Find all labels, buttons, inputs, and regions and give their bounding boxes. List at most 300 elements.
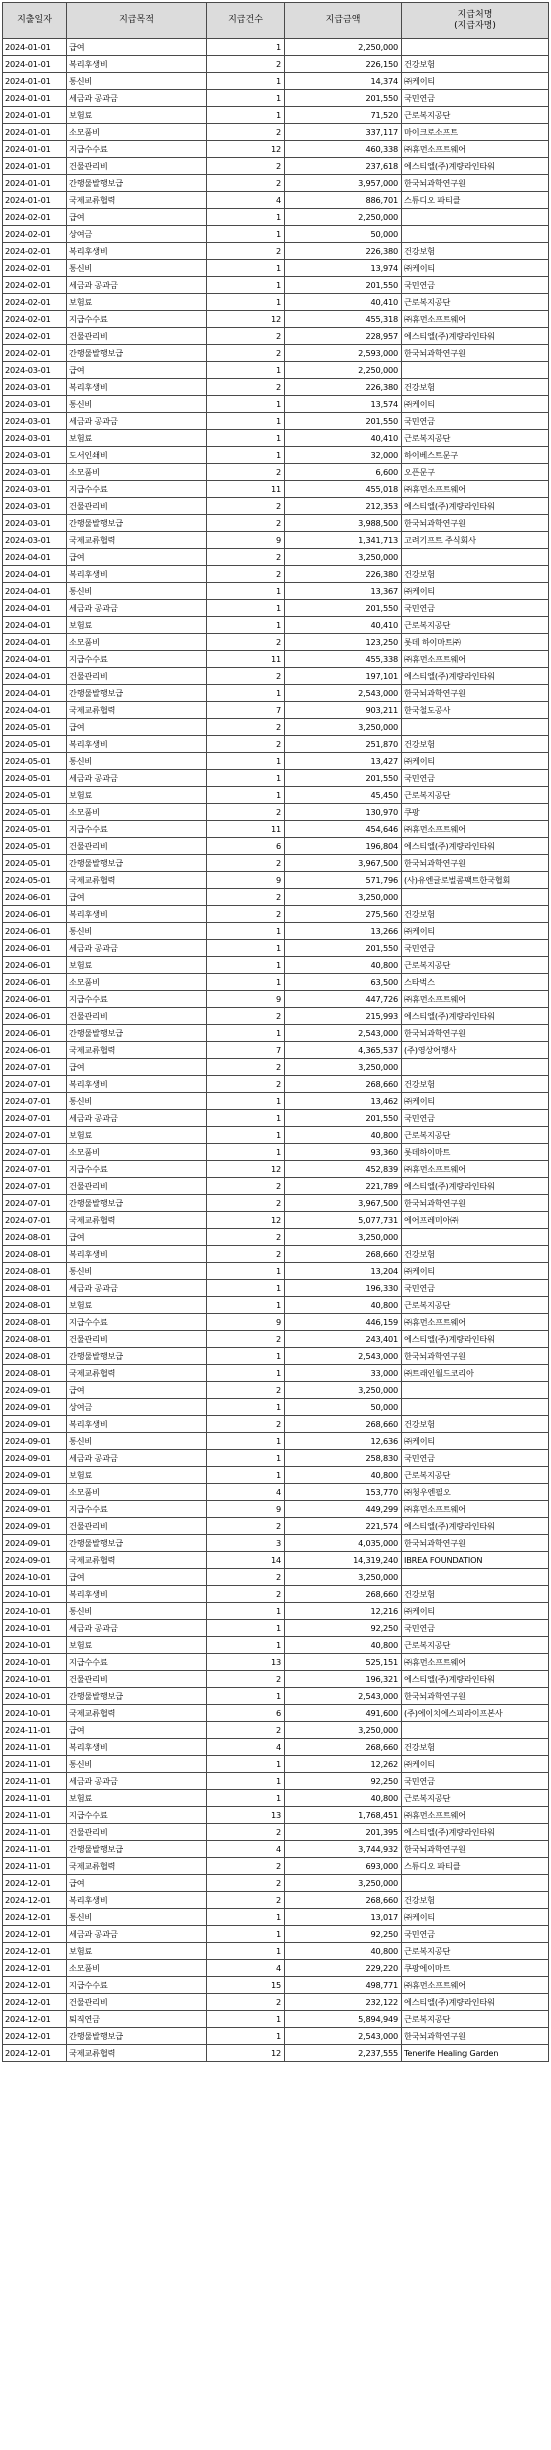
count-cell: 1 bbox=[207, 583, 285, 600]
header-count: 지급건수 bbox=[207, 3, 285, 39]
table-row bbox=[3, 1144, 549, 1161]
purpose-cell: 통신비 bbox=[67, 1756, 207, 1773]
amount-cell: 40,800 bbox=[285, 1467, 402, 1484]
amount-cell: 14,374 bbox=[285, 73, 402, 90]
table-row bbox=[3, 753, 549, 770]
amount-cell: 4,035,000 bbox=[285, 1535, 402, 1552]
count-cell: 11 bbox=[207, 651, 285, 668]
payee-cell: ㈜휴먼소프트웨어 bbox=[402, 651, 549, 668]
table-row bbox=[3, 855, 549, 872]
payee-cell: 한국뇌과학연구원 bbox=[402, 1025, 549, 1042]
date-cell: 2024-03-01 bbox=[3, 498, 67, 515]
date-cell: 2024-12-01 bbox=[3, 1892, 67, 1909]
table-row bbox=[3, 1501, 549, 1518]
table-row bbox=[3, 1994, 549, 2011]
purpose-cell: 국제교류협력 bbox=[67, 1705, 207, 1722]
payee-cell: ㈜휴먼소프트웨어 bbox=[402, 1314, 549, 1331]
amount-cell: 2,543,000 bbox=[285, 2028, 402, 2045]
date-cell: 2024-07-01 bbox=[3, 1178, 67, 1195]
header-purpose: 지급목적 bbox=[67, 3, 207, 39]
amount-cell: 12,636 bbox=[285, 1433, 402, 1450]
purpose-cell: 통신비 bbox=[67, 1093, 207, 1110]
count-cell: 2 bbox=[207, 1416, 285, 1433]
date-cell: 2024-04-01 bbox=[3, 583, 67, 600]
amount-cell: 40,800 bbox=[285, 957, 402, 974]
count-cell: 1 bbox=[207, 1756, 285, 1773]
count-cell: 1 bbox=[207, 260, 285, 277]
payee-cell: 국민연금 bbox=[402, 413, 549, 430]
count-cell: 1 bbox=[207, 1110, 285, 1127]
amount-cell: 212,353 bbox=[285, 498, 402, 515]
table-row bbox=[3, 1858, 549, 1875]
purpose-cell: 급여 bbox=[67, 1229, 207, 1246]
table-row bbox=[3, 56, 549, 73]
date-cell: 2024-12-01 bbox=[3, 2045, 67, 2062]
table-row bbox=[3, 1416, 549, 1433]
amount-cell: 3,967,500 bbox=[285, 1195, 402, 1212]
date-cell: 2024-05-01 bbox=[3, 804, 67, 821]
count-cell: 1 bbox=[207, 770, 285, 787]
payee-cell: 한국뇌과학연구원 bbox=[402, 1688, 549, 1705]
date-cell: 2024-09-01 bbox=[3, 1416, 67, 1433]
count-cell: 3 bbox=[207, 1535, 285, 1552]
count-cell: 4 bbox=[207, 1484, 285, 1501]
purpose-cell: 국제교류협력 bbox=[67, 1858, 207, 1875]
count-cell: 4 bbox=[207, 1841, 285, 1858]
count-cell: 1 bbox=[207, 787, 285, 804]
count-cell: 1 bbox=[207, 430, 285, 447]
purpose-cell: 보험료 bbox=[67, 1637, 207, 1654]
purpose-cell: 국제교류협력 bbox=[67, 532, 207, 549]
table-row bbox=[3, 668, 549, 685]
table-row bbox=[3, 498, 549, 515]
table-row bbox=[3, 651, 549, 668]
date-cell: 2024-02-01 bbox=[3, 311, 67, 328]
table-row bbox=[3, 158, 549, 175]
date-cell: 2024-11-01 bbox=[3, 1807, 67, 1824]
payee-cell: 건강보험 bbox=[402, 1739, 549, 1756]
table-row bbox=[3, 175, 549, 192]
count-cell: 1 bbox=[207, 1926, 285, 1943]
count-cell: 1 bbox=[207, 90, 285, 107]
purpose-cell: 보험료 bbox=[67, 1127, 207, 1144]
table-row bbox=[3, 209, 549, 226]
purpose-cell: 국제교류협력 bbox=[67, 1552, 207, 1569]
count-cell: 4 bbox=[207, 1739, 285, 1756]
amount-cell: 40,410 bbox=[285, 294, 402, 311]
purpose-cell: 보험료 bbox=[67, 617, 207, 634]
date-cell: 2024-11-01 bbox=[3, 1841, 67, 1858]
amount-cell: 201,550 bbox=[285, 277, 402, 294]
count-cell: 2 bbox=[207, 1382, 285, 1399]
date-cell: 2024-03-01 bbox=[3, 532, 67, 549]
table-row bbox=[3, 872, 549, 889]
purpose-cell: 급여 bbox=[67, 1722, 207, 1739]
purpose-cell: 통신비 bbox=[67, 753, 207, 770]
table-row bbox=[3, 1654, 549, 1671]
table-row bbox=[3, 1484, 549, 1501]
table-row bbox=[3, 1195, 549, 1212]
table-row bbox=[3, 1093, 549, 1110]
purpose-cell: 건물관리비 bbox=[67, 1824, 207, 1841]
count-cell: 1 bbox=[207, 1688, 285, 1705]
table-row bbox=[3, 1603, 549, 1620]
purpose-cell: 지급수수료 bbox=[67, 1314, 207, 1331]
count-cell: 1 bbox=[207, 1450, 285, 1467]
payee-cell: 국민연금 bbox=[402, 1450, 549, 1467]
date-cell: 2024-03-01 bbox=[3, 379, 67, 396]
table-row bbox=[3, 345, 549, 362]
amount-cell: 45,450 bbox=[285, 787, 402, 804]
purpose-cell: 소모품비 bbox=[67, 634, 207, 651]
count-cell: 2 bbox=[207, 124, 285, 141]
table-row bbox=[3, 770, 549, 787]
count-cell: 2 bbox=[207, 566, 285, 583]
count-cell: 9 bbox=[207, 872, 285, 889]
date-cell: 2024-12-01 bbox=[3, 1977, 67, 1994]
date-cell: 2024-03-01 bbox=[3, 515, 67, 532]
date-cell: 2024-05-01 bbox=[3, 719, 67, 736]
amount-cell: 50,000 bbox=[285, 1399, 402, 1416]
payee-cell: 스튜디오 파티클 bbox=[402, 192, 549, 209]
table-row bbox=[3, 821, 549, 838]
payee-cell: 근로복지공단 bbox=[402, 2011, 549, 2028]
purpose-cell: 세금과 공과금 bbox=[67, 413, 207, 430]
count-cell: 2 bbox=[207, 719, 285, 736]
payee-cell: 롯데 하이마트㈜ bbox=[402, 634, 549, 651]
payee-cell: 한국철도공사 bbox=[402, 702, 549, 719]
date-cell: 2024-08-01 bbox=[3, 1331, 67, 1348]
count-cell: 6 bbox=[207, 838, 285, 855]
payee-cell: IBREA FOUNDATION bbox=[402, 1552, 549, 1569]
purpose-cell: 지급수수료 bbox=[67, 1161, 207, 1178]
table-row bbox=[3, 1110, 549, 1127]
payee-cell: 건강보험 bbox=[402, 906, 549, 923]
table-row bbox=[3, 1824, 549, 1841]
purpose-cell: 보험료 bbox=[67, 787, 207, 804]
purpose-cell: 급여 bbox=[67, 39, 207, 56]
count-cell: 1 bbox=[207, 974, 285, 991]
amount-cell: 3,250,000 bbox=[285, 1059, 402, 1076]
purpose-cell: 지급수수료 bbox=[67, 821, 207, 838]
date-cell: 2024-09-01 bbox=[3, 1501, 67, 1518]
purpose-cell: 상여금 bbox=[67, 1399, 207, 1416]
table-row bbox=[3, 1688, 549, 1705]
count-cell: 2 bbox=[207, 1722, 285, 1739]
payee-cell bbox=[402, 549, 549, 566]
date-cell: 2024-05-01 bbox=[3, 770, 67, 787]
date-cell: 2024-05-01 bbox=[3, 821, 67, 838]
payee-cell bbox=[402, 719, 549, 736]
date-cell: 2024-04-01 bbox=[3, 549, 67, 566]
purpose-cell: 복리후생비 bbox=[67, 1586, 207, 1603]
count-cell: 4 bbox=[207, 192, 285, 209]
purpose-cell: 세금과 공과금 bbox=[67, 1450, 207, 1467]
date-cell: 2024-09-01 bbox=[3, 1433, 67, 1450]
payee-cell: 스타벅스 bbox=[402, 974, 549, 991]
amount-cell: 201,550 bbox=[285, 1110, 402, 1127]
date-cell: 2024-08-01 bbox=[3, 1229, 67, 1246]
date-cell: 2024-01-01 bbox=[3, 56, 67, 73]
date-cell: 2024-11-01 bbox=[3, 1722, 67, 1739]
table-row bbox=[3, 1875, 549, 1892]
count-cell: 1 bbox=[207, 226, 285, 243]
payee-cell: 한국뇌과학연구원 bbox=[402, 1535, 549, 1552]
payee-cell: 국민연금 bbox=[402, 1773, 549, 1790]
table-row bbox=[3, 447, 549, 464]
payee-cell: 건강보험 bbox=[402, 566, 549, 583]
count-cell: 12 bbox=[207, 1212, 285, 1229]
table-row bbox=[3, 1518, 549, 1535]
date-cell: 2024-04-01 bbox=[3, 685, 67, 702]
count-cell: 1 bbox=[207, 1909, 285, 1926]
date-cell: 2024-10-01 bbox=[3, 1620, 67, 1637]
date-cell: 2024-01-01 bbox=[3, 73, 67, 90]
payee-cell bbox=[402, 209, 549, 226]
count-cell: 1 bbox=[207, 209, 285, 226]
table-row bbox=[3, 991, 549, 1008]
payee-cell: ㈜케이티 bbox=[402, 1263, 549, 1280]
amount-cell: 571,796 bbox=[285, 872, 402, 889]
purpose-cell: 국제교류협력 bbox=[67, 192, 207, 209]
amount-cell: 2,250,000 bbox=[285, 209, 402, 226]
count-cell: 15 bbox=[207, 1977, 285, 1994]
count-cell: 2 bbox=[207, 1195, 285, 1212]
amount-cell: 275,560 bbox=[285, 906, 402, 923]
purpose-cell: 상여금 bbox=[67, 226, 207, 243]
purpose-cell: 보험료 bbox=[67, 1297, 207, 1314]
payee-cell: 에스티엘(주)계량라인타워 bbox=[402, 1824, 549, 1841]
purpose-cell: 소모품비 bbox=[67, 1484, 207, 1501]
table-row bbox=[3, 1008, 549, 1025]
date-cell: 2024-07-01 bbox=[3, 1144, 67, 1161]
purpose-cell: 급여 bbox=[67, 1382, 207, 1399]
purpose-cell: 보험료 bbox=[67, 107, 207, 124]
table-row bbox=[3, 634, 549, 651]
payee-cell: 에스티엘(주)계량라인타워 bbox=[402, 1518, 549, 1535]
purpose-cell: 도서인쇄비 bbox=[67, 447, 207, 464]
count-cell: 2 bbox=[207, 1569, 285, 1586]
table-row bbox=[3, 1569, 549, 1586]
table-row bbox=[3, 685, 549, 702]
table-row bbox=[3, 39, 549, 56]
count-cell: 1 bbox=[207, 1399, 285, 1416]
purpose-cell: 복리후생비 bbox=[67, 243, 207, 260]
payee-cell bbox=[402, 1229, 549, 1246]
count-cell: 1 bbox=[207, 1467, 285, 1484]
table-row bbox=[3, 1705, 549, 1722]
date-cell: 2024-09-01 bbox=[3, 1467, 67, 1484]
purpose-cell: 건물관리비 bbox=[67, 158, 207, 175]
purpose-cell: 건물관리비 bbox=[67, 1994, 207, 2011]
count-cell: 1 bbox=[207, 685, 285, 702]
table-row bbox=[3, 1263, 549, 1280]
payee-cell: 근로복지공단 bbox=[402, 294, 549, 311]
date-cell: 2024-02-01 bbox=[3, 345, 67, 362]
count-cell: 1 bbox=[207, 413, 285, 430]
count-cell: 2 bbox=[207, 328, 285, 345]
payee-cell: ㈜케이티 bbox=[402, 1603, 549, 1620]
table-row bbox=[3, 260, 549, 277]
amount-cell: 13,427 bbox=[285, 753, 402, 770]
payee-cell: Tenerife Healing Garden bbox=[402, 2045, 549, 2062]
amount-cell: 452,839 bbox=[285, 1161, 402, 1178]
payee-cell: 에스티엘(주)계량라인타워 bbox=[402, 668, 549, 685]
purpose-cell: 통신비 bbox=[67, 260, 207, 277]
payee-cell: 쿠팡 bbox=[402, 804, 549, 821]
payee-cell: 한국뇌과학연구원 bbox=[402, 1841, 549, 1858]
table-row bbox=[3, 1535, 549, 1552]
count-cell: 1 bbox=[207, 447, 285, 464]
purpose-cell: 통신비 bbox=[67, 923, 207, 940]
table-row bbox=[3, 1926, 549, 1943]
table-row bbox=[3, 600, 549, 617]
count-cell: 1 bbox=[207, 396, 285, 413]
purpose-cell: 지급수수료 bbox=[67, 311, 207, 328]
date-cell: 2024-03-01 bbox=[3, 413, 67, 430]
amount-cell: 221,789 bbox=[285, 1178, 402, 1195]
payee-cell: ㈜휴먼소프트웨어 bbox=[402, 1977, 549, 1994]
table-row bbox=[3, 566, 549, 583]
purpose-cell: 통신비 bbox=[67, 583, 207, 600]
amount-cell: 268,660 bbox=[285, 1586, 402, 1603]
table-row bbox=[3, 1620, 549, 1637]
amount-cell: 232,122 bbox=[285, 1994, 402, 2011]
purpose-cell: 복리후생비 bbox=[67, 1416, 207, 1433]
count-cell: 2 bbox=[207, 56, 285, 73]
table-row bbox=[3, 1450, 549, 1467]
amount-cell: 13,574 bbox=[285, 396, 402, 413]
amount-cell: 12,262 bbox=[285, 1756, 402, 1773]
purpose-cell: 간행물발행보급 bbox=[67, 1688, 207, 1705]
payee-cell bbox=[402, 1875, 549, 1892]
date-cell: 2024-07-01 bbox=[3, 1161, 67, 1178]
count-cell: 13 bbox=[207, 1807, 285, 1824]
table-row bbox=[3, 311, 549, 328]
amount-cell: 6,600 bbox=[285, 464, 402, 481]
date-cell: 2024-01-01 bbox=[3, 158, 67, 175]
amount-cell: 130,970 bbox=[285, 804, 402, 821]
purpose-cell: 건물관리비 bbox=[67, 1008, 207, 1025]
amount-cell: 13,266 bbox=[285, 923, 402, 940]
count-cell: 9 bbox=[207, 532, 285, 549]
table-row bbox=[3, 1977, 549, 1994]
amount-cell: 460,338 bbox=[285, 141, 402, 158]
table-row bbox=[3, 1467, 549, 1484]
date-cell: 2024-11-01 bbox=[3, 1790, 67, 1807]
payee-cell: ㈜케이티 bbox=[402, 1909, 549, 1926]
amount-cell: 226,380 bbox=[285, 379, 402, 396]
date-cell: 2024-09-01 bbox=[3, 1552, 67, 1569]
count-cell: 1 bbox=[207, 1637, 285, 1654]
table-row bbox=[3, 464, 549, 481]
amount-cell: 3,967,500 bbox=[285, 855, 402, 872]
count-cell: 1 bbox=[207, 1093, 285, 1110]
amount-cell: 2,593,000 bbox=[285, 345, 402, 362]
table-row bbox=[3, 719, 549, 736]
table-row bbox=[3, 1178, 549, 1195]
amount-cell: 32,000 bbox=[285, 447, 402, 464]
count-cell: 1 bbox=[207, 1603, 285, 1620]
payee-cell: 오픈문구 bbox=[402, 464, 549, 481]
date-cell: 2024-04-01 bbox=[3, 702, 67, 719]
date-cell: 2024-06-01 bbox=[3, 923, 67, 940]
count-cell: 1 bbox=[207, 1127, 285, 1144]
amount-cell: 3,250,000 bbox=[285, 1569, 402, 1586]
date-cell: 2024-09-01 bbox=[3, 1399, 67, 1416]
purpose-cell: 세금과 공과금 bbox=[67, 770, 207, 787]
date-cell: 2024-11-01 bbox=[3, 1739, 67, 1756]
table-row bbox=[3, 1331, 549, 1348]
purpose-cell: 지급수수료 bbox=[67, 1807, 207, 1824]
payee-cell: 국민연금 bbox=[402, 1280, 549, 1297]
date-cell: 2024-01-01 bbox=[3, 192, 67, 209]
count-cell: 4 bbox=[207, 1960, 285, 1977]
date-cell: 2024-04-01 bbox=[3, 600, 67, 617]
amount-cell: 226,380 bbox=[285, 566, 402, 583]
purpose-cell: 보험료 bbox=[67, 1790, 207, 1807]
amount-cell: 196,330 bbox=[285, 1280, 402, 1297]
count-cell: 1 bbox=[207, 1144, 285, 1161]
count-cell: 2 bbox=[207, 1059, 285, 1076]
payee-cell: ㈜휴먼소프트웨어 bbox=[402, 1807, 549, 1824]
amount-cell: 40,410 bbox=[285, 617, 402, 634]
date-cell: 2024-06-01 bbox=[3, 906, 67, 923]
amount-cell: 449,299 bbox=[285, 1501, 402, 1518]
table-row bbox=[3, 73, 549, 90]
amount-cell: 13,462 bbox=[285, 1093, 402, 1110]
count-cell: 1 bbox=[207, 277, 285, 294]
payee-cell: ㈜휴먼소프트웨어 bbox=[402, 821, 549, 838]
date-cell: 2024-07-01 bbox=[3, 1076, 67, 1093]
date-cell: 2024-06-01 bbox=[3, 889, 67, 906]
table-row bbox=[3, 804, 549, 821]
payee-cell: ㈜트래인월드코리아 bbox=[402, 1365, 549, 1382]
date-cell: 2024-10-01 bbox=[3, 1671, 67, 1688]
payee-cell: 한국뇌과학연구원 bbox=[402, 1195, 549, 1212]
count-cell: 1 bbox=[207, 1620, 285, 1637]
payee-cell bbox=[402, 362, 549, 379]
payee-cell bbox=[402, 889, 549, 906]
date-cell: 2024-12-01 bbox=[3, 1943, 67, 1960]
amount-cell: 268,660 bbox=[285, 1892, 402, 1909]
amount-cell: 903,211 bbox=[285, 702, 402, 719]
count-cell: 2 bbox=[207, 158, 285, 175]
purpose-cell: 소모품비 bbox=[67, 1960, 207, 1977]
date-cell: 2024-07-01 bbox=[3, 1212, 67, 1229]
table-row bbox=[3, 328, 549, 345]
purpose-cell: 소모품비 bbox=[67, 464, 207, 481]
date-cell: 2024-01-01 bbox=[3, 107, 67, 124]
payee-cell: 에어프레미아㈜ bbox=[402, 1212, 549, 1229]
table-row bbox=[3, 90, 549, 107]
count-cell: 1 bbox=[207, 2011, 285, 2028]
date-cell: 2024-02-01 bbox=[3, 328, 67, 345]
amount-cell: 3,988,500 bbox=[285, 515, 402, 532]
amount-cell: 258,830 bbox=[285, 1450, 402, 1467]
amount-cell: 40,800 bbox=[285, 1297, 402, 1314]
date-cell: 2024-08-01 bbox=[3, 1314, 67, 1331]
table-row bbox=[3, 1790, 549, 1807]
purpose-cell: 국제교류협력 bbox=[67, 1212, 207, 1229]
purpose-cell: 지급수수료 bbox=[67, 141, 207, 158]
amount-cell: 3,250,000 bbox=[285, 1229, 402, 1246]
count-cell: 13 bbox=[207, 1654, 285, 1671]
table-row bbox=[3, 294, 549, 311]
count-cell: 1 bbox=[207, 1025, 285, 1042]
purpose-cell: 건물관리비 bbox=[67, 1331, 207, 1348]
payee-cell bbox=[402, 1569, 549, 1586]
